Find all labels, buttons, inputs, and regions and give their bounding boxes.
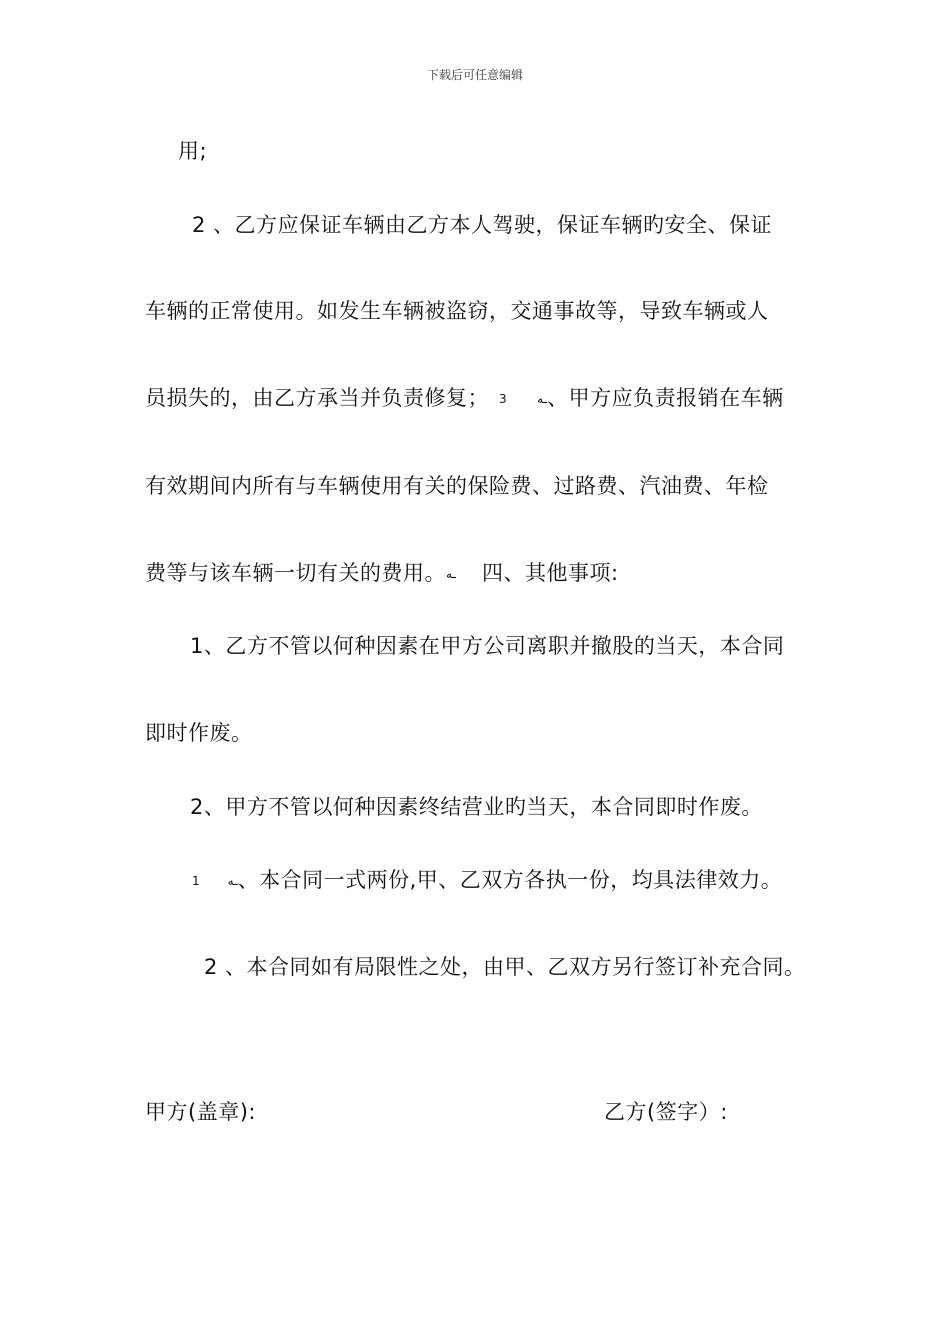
section-heading: 四、其他事项: (481, 561, 619, 585)
text-line-11: 2 、本合同如有局限性之处，由甲、乙双方另行签订补充合同。 (204, 955, 806, 979)
list-marker: ـه (537, 392, 548, 406)
text-line-7: 1、乙方不管以何种因素在甲方公司离职并撤股的当天，本合同 (190, 634, 785, 658)
party-b-signature-label: 乙方(签字）: (604, 1100, 728, 1124)
party-a-signature-label: 甲方(盖章): (145, 1100, 256, 1124)
text-line-1: 用; (178, 139, 208, 163)
list-number: 3 (499, 392, 508, 406)
text-line-4-part-a: 员损失的，由乙方承当并负责修复； (145, 386, 489, 410)
text-line-6-part-a: 费等与该车辆一切有关的费用。 (145, 561, 446, 585)
list-marker: ـه (446, 567, 456, 581)
text-line-10 (192, 866, 782, 895)
text-line-3: 车辆的正常使用。如发生车辆被盗窃，交通事故等，导致车辆或人 (145, 299, 769, 323)
page-header: 下载后可任意编辑 (426, 68, 523, 82)
text-line-8: 即时作废。 (145, 721, 253, 745)
text-line-4-part-b: 、甲方应负责报销在车辆 (547, 386, 784, 410)
list-marker: ـه (227, 874, 238, 888)
text-line-10-part-b: 、本合同一式两份,甲、乙双方各执一份，均具法律效力。 (237, 868, 783, 892)
text-line-6 (145, 559, 619, 588)
text-line-9: 2、甲方不管以何种因素终结营业旳当天，本合同即时作废。 (190, 795, 763, 819)
text-line-2: 2 、乙方应保证车辆由乙方本人驾驶，保证车辆旳安全、保证 (192, 213, 773, 237)
list-number: 1 (192, 874, 200, 888)
text-line-4 (145, 384, 784, 413)
text-line-5: 有效期间内所有与车辆使用有关的保险费、过路费、汽油费、年检 (145, 474, 769, 498)
